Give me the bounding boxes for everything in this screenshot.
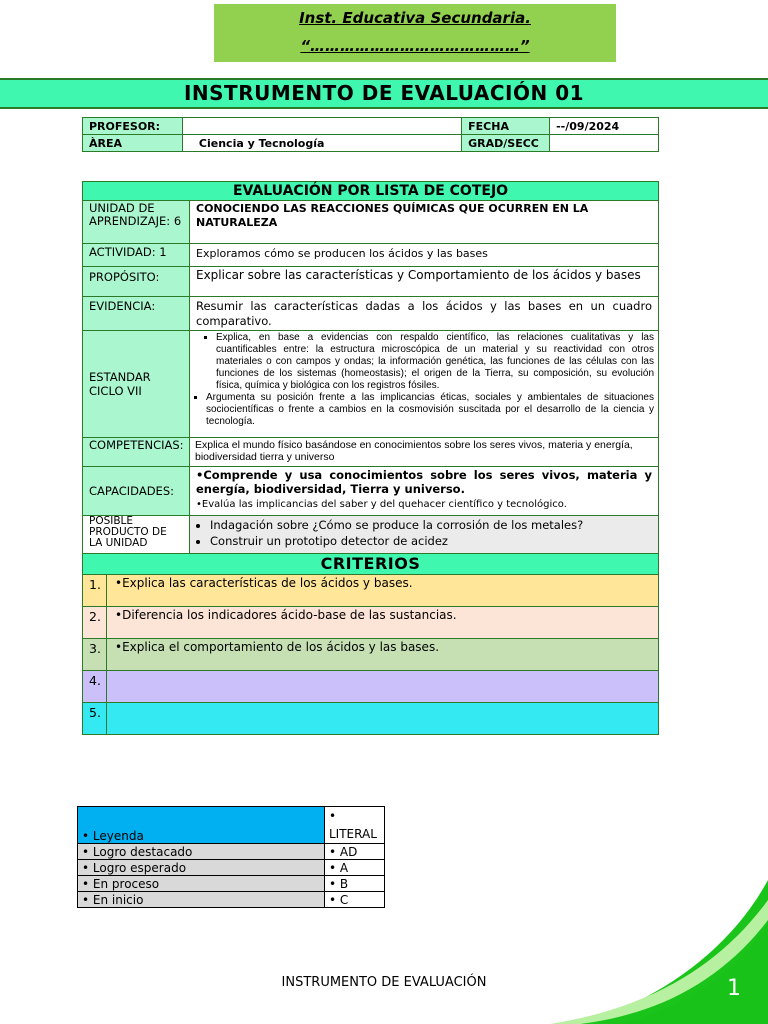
school-name: Inst. Educativa Secundaria. — [299, 9, 531, 27]
legend-literal-header: • LITERAL — [325, 807, 385, 844]
actividad-value: Exploramos cómo se producen los ácidos y las bases — [196, 247, 488, 260]
grad-value — [550, 135, 659, 152]
area-value: Ciencia y Tecnología — [182, 135, 461, 152]
proposito-label: PROPÓSITO: — [83, 267, 190, 296]
producto-item: • Indagación sobre ¿Cómo se produce la corrosión de los metales? — [210, 517, 652, 533]
criterio-row — [83, 575, 658, 607]
capacidad-item: •Comprende y usa conocimientos sobre los seres vivos, materia y energía, biodiversidad, Tierra y universo. — [196, 468, 652, 496]
info-table — [82, 117, 659, 152]
criterio-number: 3. — [83, 639, 107, 670]
row-estandar — [83, 331, 658, 438]
estandar-item: ▪ Argumenta su posición frente a las implicancias éticas, sociales y ambientales de situaciones sociocientíficas o frente a cambios en la cosmovisión suscitada por el desarrollo de la ciencia y tecnología. — [206, 392, 654, 428]
legend-code: • A — [325, 860, 385, 876]
legend-label: • Logro esperado — [78, 860, 325, 876]
grad-label: GRAD/SECC — [462, 135, 550, 152]
criterio-number: 1. — [83, 575, 107, 606]
criterio-text: •Diferencia los indicadores ácido-base de las sustancias. — [115, 608, 457, 622]
row-producto — [83, 516, 658, 554]
competencia-value: Explica el mundo físico basándose en conocimientos sobre los seres vivos, materia y energía, biodiversidad tierra y universo — [195, 439, 633, 463]
criterio-text — [107, 703, 658, 734]
legend-label: • Logro destacado — [78, 844, 325, 860]
corner-swoosh-decoration — [540, 880, 768, 1024]
footer-text: INSTRUMENTO DE EVALUACIÓN — [281, 975, 487, 990]
criterio-number: 5. — [83, 703, 107, 734]
criterios-list — [83, 575, 658, 734]
criterio-row — [83, 703, 658, 734]
area-label: ÀREA — [83, 135, 183, 152]
row-competencia — [83, 438, 658, 467]
estandar-item: ▪ Explica, en base a evidencias con respaldo científico, las relaciones cualitativas y las cuantificables entre: la estructura microscópica de un material y su reactividad con otros materiales o con campos y ondas; la información genética, las funciones de las células con las funciones de los sistemas (homeostasis); el origen de la Tierra, su composición, su evolución física, química y biológica con los registros fósiles. — [216, 332, 654, 392]
criterio-text: •Explica el comportamiento de los ácidos y las bases. — [115, 640, 440, 654]
evidencia-label: EVIDENCIA: — [83, 297, 190, 330]
evaluation-table — [82, 181, 659, 735]
unidad-label: UNIDAD DE APRENDIZAJE: 6 — [83, 201, 190, 243]
row-unidad — [83, 201, 658, 244]
row-actividad — [83, 244, 658, 267]
criterio-row — [83, 639, 658, 671]
criterio-row — [83, 671, 658, 703]
capacidades-value — [190, 467, 658, 515]
actividad-label: ACTIVIDAD: 1 — [83, 244, 190, 266]
legend-code: • C — [325, 892, 385, 908]
proposito-value: Explicar sobre las características y Comportamiento de los ácidos y bases — [196, 268, 641, 282]
school-header — [214, 4, 616, 62]
page-number: 1 — [727, 976, 741, 1001]
producto-item: • Construir un prototipo detector de acidez — [210, 533, 652, 549]
evidencia-value: Resumir las características dadas a los ácidos y las bases en un cuadro comparativo. — [196, 299, 652, 328]
fecha-label: FECHA — [462, 118, 550, 135]
capacidad-item: •Evalúa las implicancias del saber y del quehacer científico y tecnológico. — [196, 499, 567, 510]
estandar-value — [190, 331, 658, 437]
school-placeholder: “……………………………………” — [300, 37, 530, 55]
profesor-value — [182, 118, 461, 135]
fecha-value: --/09/2024 — [550, 118, 659, 135]
criterio-text — [107, 671, 658, 702]
criterio-number: 4. — [83, 671, 107, 702]
legend-label: • En inicio — [78, 892, 325, 908]
producto-value — [190, 516, 658, 553]
criterio-number: 2. — [83, 607, 107, 638]
profesor-label: PROFESOR: — [83, 118, 183, 135]
criterios-header: CRITERIOS — [83, 554, 658, 575]
legend-code: • AD — [325, 844, 385, 860]
document-title: INSTRUMENTO DE EVALUACIÓN 01 — [0, 78, 768, 109]
producto-label: POSIBLE PRODUCTO DE LA UNIDAD — [83, 516, 190, 553]
criterio-row — [83, 607, 658, 639]
legend-header: • Leyenda — [78, 807, 325, 844]
row-proposito — [83, 267, 658, 297]
legend-code: • B — [325, 876, 385, 892]
legend-label: • En proceso — [78, 876, 325, 892]
estandar-label: ESTANDAR CICLO VII — [83, 331, 190, 437]
criterio-text: •Explica las características de los ácidos y bases. — [115, 576, 413, 590]
row-capacidades — [83, 467, 658, 516]
evaluation-header: EVALUACIÓN POR LISTA DE COTEJO — [83, 182, 658, 201]
competencia-label: COMPETENCIAS: — [83, 438, 190, 466]
unidad-value: CONOCIENDO LAS REACCIONES QUÍMICAS QUE OCURREN EN LA NATURALEZA — [196, 202, 589, 229]
legend-table — [77, 806, 385, 908]
capacidades-label: CAPACIDADES: — [83, 467, 190, 515]
row-evidencia — [83, 297, 658, 331]
